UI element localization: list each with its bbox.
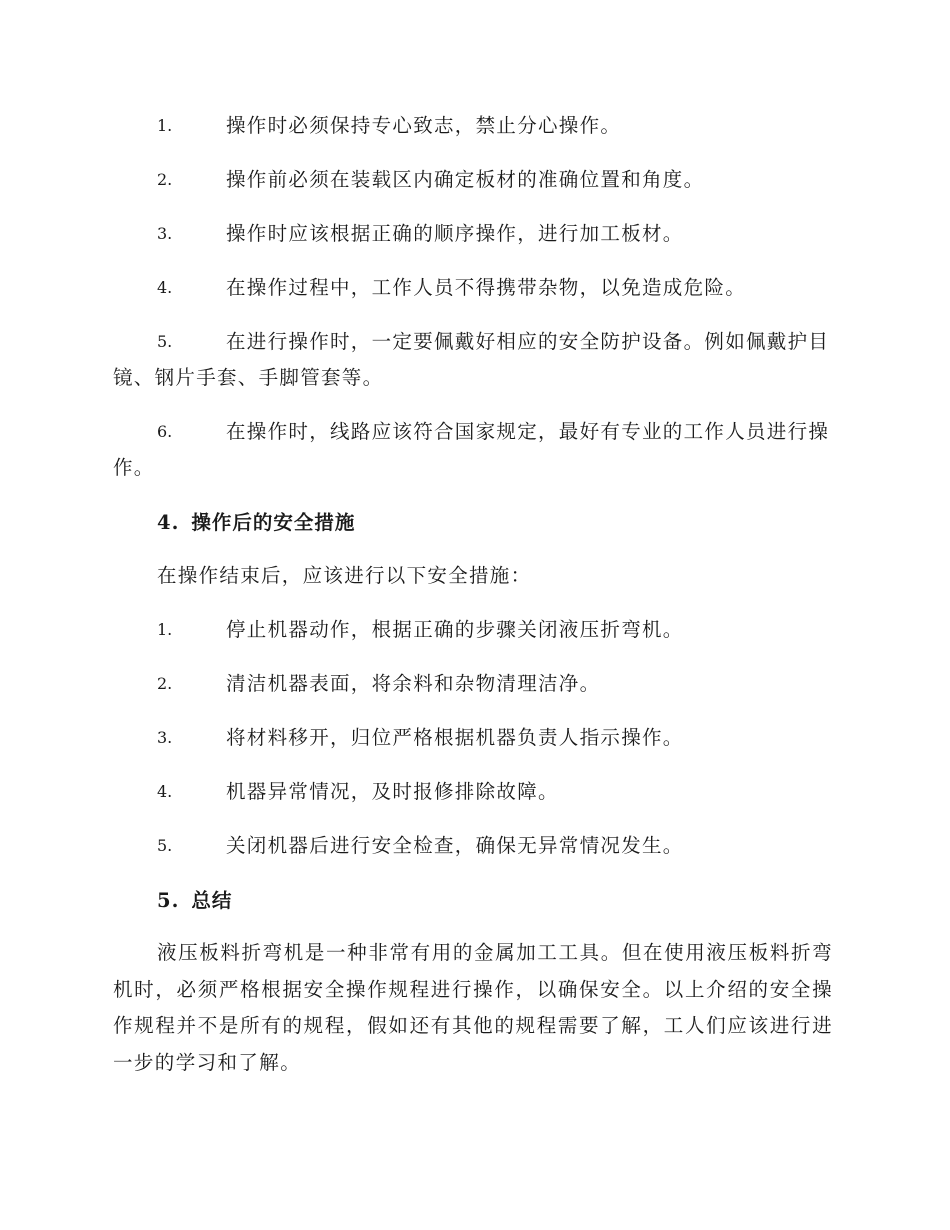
list-item xyxy=(0,162,950,198)
section-number: 5. xyxy=(157,889,180,912)
list-item xyxy=(0,216,950,252)
section-title: 操作后的安全措施 xyxy=(191,511,356,534)
list-item-number: 5. xyxy=(157,836,173,855)
list-item-number: 1. xyxy=(157,116,173,135)
list-item-text: 在进行操作时，一定要佩戴好相应的安全防护设备。例如佩戴护目镜、钢片手套、手脚管套等。 xyxy=(113,330,830,389)
list-item-text: 将材料移开，归位严格根据机器负责人指示操作。 xyxy=(226,726,684,749)
list-item xyxy=(0,774,950,810)
list-item xyxy=(0,324,950,396)
list-item-text: 操作时应该根据正确的顺序操作，进行加工板材。 xyxy=(226,222,684,245)
list-item-number: 5. xyxy=(157,332,173,351)
section-heading-4 xyxy=(157,505,355,541)
list-item-number: 2. xyxy=(157,170,173,189)
list-item-text: 操作前必须在装载区内确定板材的准确位置和角度。 xyxy=(226,168,705,191)
list-item xyxy=(0,666,950,702)
section-title: 总结 xyxy=(191,889,233,912)
list-item-number: 3. xyxy=(157,224,173,243)
section-intro: 在操作结束后，应该进行以下安全措施： xyxy=(157,564,532,587)
list-item xyxy=(0,414,950,486)
list-item-number: 2. xyxy=(157,674,173,693)
list-item xyxy=(0,720,950,756)
list-item-number: 4. xyxy=(157,278,173,297)
post-operation-measures-list xyxy=(0,612,950,882)
list-item-number: 3. xyxy=(157,728,173,747)
list-item-text: 机器异常情况，及时报修排除故障。 xyxy=(226,780,559,803)
summary-paragraph: 液压板料折弯机是一种非常有用的金属加工工具。但在使用液压板料折弯机时，必须严格根据安全操作规程进行操作，以确保安全。以上介绍的安全操作规程并不是所有的规程，假如还有其他的规程需要了解，工人们应该进行进一步的学习和了解。 xyxy=(113,941,833,1074)
list-item-number: 1. xyxy=(157,620,173,639)
list-item xyxy=(0,828,950,864)
list-item-text: 操作时必须保持专心致志，禁止分心操作。 xyxy=(226,114,622,137)
section-heading-5 xyxy=(157,883,232,919)
list-item xyxy=(0,108,950,144)
list-item-text: 停止机器动作，根据正确的步骤关闭液压折弯机。 xyxy=(226,618,684,641)
list-item xyxy=(0,270,950,306)
list-item-number: 6. xyxy=(157,422,173,441)
list-item-text: 在操作时，线路应该符合国家规定，最好有专业的工作人员进行操作。 xyxy=(113,420,830,479)
list-item-text: 关闭机器后进行安全检查，确保无异常情况发生。 xyxy=(226,834,684,857)
list-item-text: 清洁机器表面，将余料和杂物清理洁净。 xyxy=(226,672,601,695)
list-item xyxy=(0,612,950,648)
list-item-text: 在操作过程中，工作人员不得携带杂物，以免造成危险。 xyxy=(226,276,747,299)
list-item-number: 4. xyxy=(157,782,173,801)
operation-rules-list xyxy=(0,108,950,504)
section-number: 4. xyxy=(157,511,180,534)
